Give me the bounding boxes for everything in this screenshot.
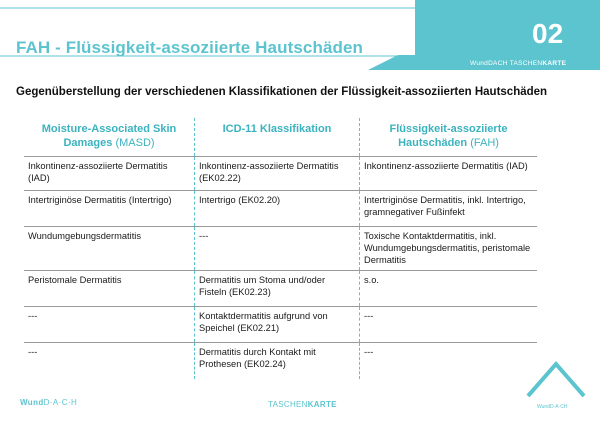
section-subtitle: Gegenüberstellung der verschiedenen Klassifikationen der Flüssigkeit-assoziierten Hautschäden — [16, 86, 548, 98]
footer-logo-suffix: D·A·C·H — [43, 398, 78, 407]
header-brand — [470, 60, 566, 67]
column-header-label: ICD-11 Klassifikation — [222, 123, 332, 135]
table-row — [24, 157, 537, 191]
header-brand-prefix: WundDACH — [470, 60, 508, 67]
table-cell: Inkontinenz-assoziierte Dermatitis (IAD) — [360, 157, 538, 191]
table-cell: Wundumgebungsdermatitis — [24, 227, 195, 271]
chevron-up-icon — [524, 356, 588, 400]
table-cell: Peristomale Dermatitis — [24, 271, 195, 307]
table-row — [24, 271, 537, 307]
table-cell: --- — [360, 307, 538, 343]
table-cell: --- — [24, 343, 195, 379]
column-header-label: Flüssigkeit-assoziierte Hautschäden — [389, 123, 508, 149]
table-cell: Kontaktdermatitis aufgrund von Speichel (EK02.21) — [195, 307, 360, 343]
header-brand-regular: TASCHEN — [509, 60, 543, 67]
table-cell: Intertriginöse Dermatitis (Intertrigo) — [24, 191, 195, 227]
table-row — [24, 191, 537, 227]
table-header-row — [24, 118, 537, 157]
classification-table — [24, 118, 537, 379]
table-cell: Dermatitis um Stoma und/oder Fisteln (EK02.23) — [195, 271, 360, 307]
column-header-label: Moisture-Associated Skin Damages — [41, 123, 177, 149]
footer-logo — [20, 398, 77, 407]
table-cell: Intertriginöse Dermatitis, inkl. Intertrigo, gramnegativer Fußinfekt — [360, 191, 538, 227]
table-row — [24, 343, 537, 379]
footer-card-regular: TASCHEN — [268, 400, 308, 409]
footer-logo-prefix: Wund — [20, 398, 44, 407]
table-cell: --- — [195, 227, 360, 271]
footer-card-bold: KARTE — [307, 400, 337, 409]
column-header — [24, 118, 195, 157]
column-header — [360, 118, 538, 157]
table-cell: Inkontinenz-assoziierte Dermatitis (EK02.22) — [195, 157, 360, 191]
page-title: FAH - Flüssigkeit-assoziierte Hautschäden — [16, 38, 364, 57]
table-cell: Dermatitis durch Kontakt mit Prothesen (EK02.24) — [195, 343, 360, 379]
table-cell: Inkontinenz-assoziierte Dermatitis (IAD) — [24, 157, 195, 191]
footer-corner-logo: WundD·A·CH — [537, 404, 568, 410]
table-row — [24, 227, 537, 271]
table-cell: s.o. — [360, 271, 538, 307]
header-brand-bold: KARTE — [542, 60, 567, 67]
footer-card-label — [268, 400, 337, 409]
column-header-abbr: (FAH) — [470, 137, 499, 149]
table-cell: Intertrigo (EK02.20) — [195, 191, 360, 227]
card-number: 02 — [532, 18, 564, 49]
table-row — [24, 307, 537, 343]
table-cell: Toxische Kontaktdermatitis, inkl. Wundumgebungsdermatitis, peristomale Dermatitis — [360, 227, 538, 271]
table-cell: --- — [360, 343, 538, 379]
column-header-abbr: (MASD) — [115, 137, 155, 149]
column-header — [195, 118, 360, 157]
table-cell: --- — [24, 307, 195, 343]
